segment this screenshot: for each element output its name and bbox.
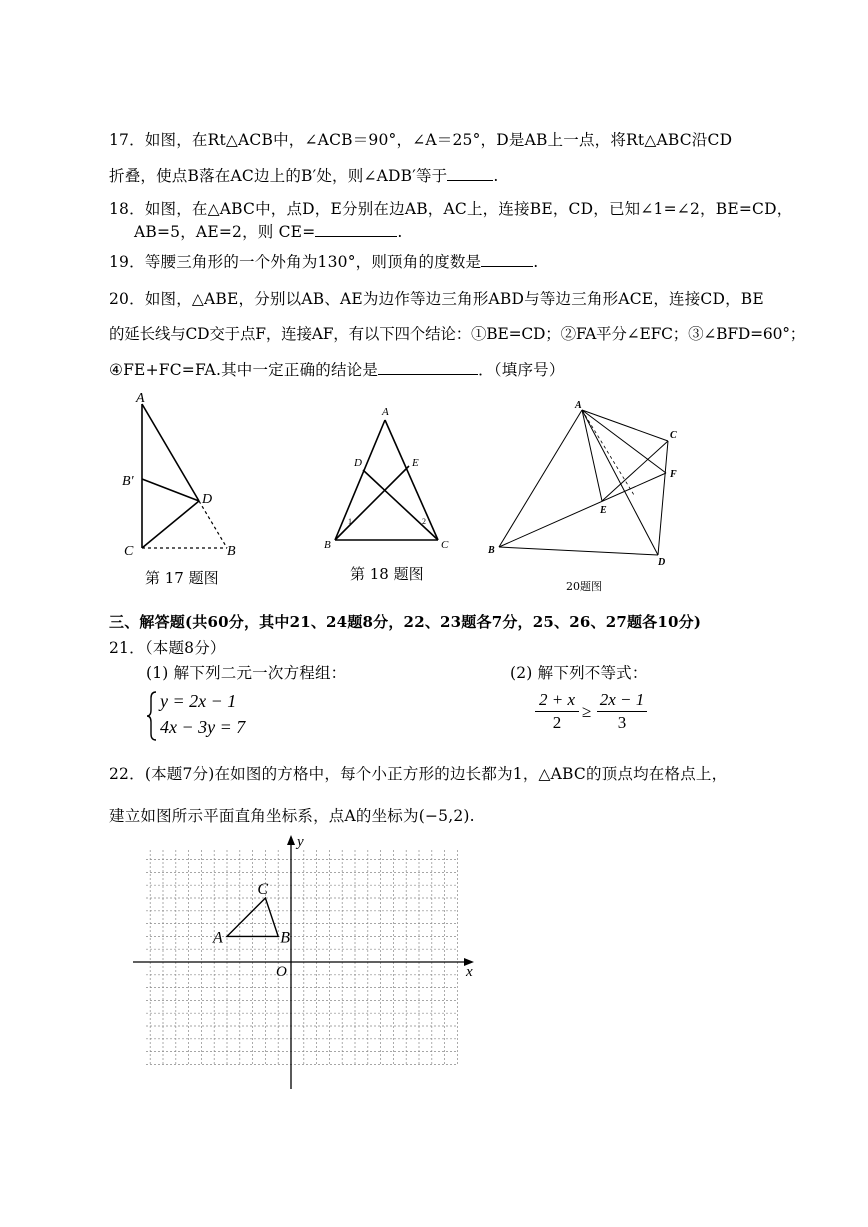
fig18-label-E: E <box>412 457 419 469</box>
fig17-label-C: C <box>124 544 134 559</box>
fig20-AC <box>582 410 668 441</box>
fig17-label-D: D <box>202 492 213 507</box>
fig18-side-AB <box>335 420 385 540</box>
q21-frac-right <box>597 690 647 733</box>
fig17-dashed-DB <box>199 501 227 548</box>
y-axis-arrow-icon <box>287 835 295 845</box>
fig18-label-D: D <box>354 457 362 469</box>
fig20-AE <box>582 410 602 501</box>
fig20-label-F: F <box>670 469 677 480</box>
q21-part1-label: (1) 解下列二元一次方程组： <box>146 664 347 682</box>
q17-line2 <box>109 164 499 186</box>
fig18-side-AC <box>385 420 438 540</box>
q21-inequality <box>535 690 655 742</box>
grid-label-C: C <box>257 881 269 898</box>
q18-line2-end: . <box>397 223 403 241</box>
fig18-label-A: A <box>382 406 389 418</box>
figure-18 <box>318 400 458 560</box>
figure-17 <box>110 390 260 565</box>
fig18-angle-1: 1 <box>348 517 352 526</box>
fig20-AE-dash <box>582 410 634 495</box>
fig17-label-B: B <box>227 544 236 559</box>
q21-ineq-sign: ≥ <box>582 702 592 721</box>
fig20-BD <box>499 547 658 555</box>
fraction-bar <box>535 711 579 712</box>
figure-20 <box>484 395 684 570</box>
q19-answer-blank[interactable] <box>481 252 533 267</box>
q20-line2: 的延长线与CD交于点F，连接AF，有以下四个结论：①BE=CD；②FA平分∠EFC；③∠BFD=60°； <box>109 325 806 343</box>
grid-label-O: O <box>276 964 287 980</box>
fig17-side-AD <box>142 404 199 501</box>
q19-line1-end: . <box>533 253 539 271</box>
grid-lines <box>146 850 457 1064</box>
q20-line1: 20．如图，△ABE，分别以AB、AE为边作等边三角形ABD与等边三角形ACE，连接CD，BE <box>109 290 764 308</box>
q21-frac-left-den: 2 <box>552 713 562 732</box>
section3-heading: 三、解答题(共60分，其中21、24题8分，22、23题各7分，25、26、27题各10分) <box>109 613 702 631</box>
coordinate-grid <box>130 832 480 1094</box>
fig20-CD <box>658 441 668 555</box>
fig18-segment-CD <box>363 470 438 540</box>
fraction-bar <box>597 711 647 712</box>
q21-frac-left <box>535 690 579 733</box>
q21-eq1: y = 2x − 1 <box>160 691 237 711</box>
q18-line2-text: AB=5，AE=2，则 CE= <box>134 223 316 241</box>
q21-frac-right-num: 2x − 1 <box>599 690 645 709</box>
q20-line3-text: ④FE+FC=FA.其中一定正确的结论是 <box>109 361 379 379</box>
fig18-angle-2: 2 <box>422 517 426 526</box>
fig20-label-D: D <box>658 557 666 568</box>
fig17-fold-CD <box>142 501 199 548</box>
fig20-caption: 20题图 <box>566 580 602 593</box>
q19-line1 <box>109 250 538 272</box>
q21-part2-label: (2) 解下列不等式： <box>510 664 648 682</box>
q22-line1: 22．(本题7分)在如图的方格中，每个小正方形的边长都为1，△ABC的顶点均在格点上， <box>109 765 728 783</box>
q18-line2 <box>134 220 403 242</box>
q20-line3 <box>109 358 565 380</box>
grid-label-A: A <box>213 929 223 947</box>
fig17-label-Bprime: B′ <box>122 474 134 489</box>
fig20-BF <box>499 473 666 547</box>
q22-line2: 建立如图所示平面直角坐标系，点A的坐标为(−5,2). <box>109 807 475 825</box>
q17-line1: 17．如图，在Rt△ACB中，∠ACB＝90°，∠A＝25°，D是AB上一点，将Rt△ABC沿CD <box>109 131 733 149</box>
q21-frac-left-num: 2 + x <box>538 690 576 709</box>
left-brace-icon <box>146 690 158 742</box>
q18-line1: 18．如图，在△ABC中，点D，E分别在边AB，AC上，连接BE，CD，已知∠1=∠2，BE=CD， <box>109 200 793 218</box>
fig20-label-E: E <box>600 505 607 516</box>
fig20-AB <box>499 410 582 547</box>
q17-line2-text: 折叠，使点B落在AC边上的B′处，则∠ADB′等于 <box>109 167 448 185</box>
fig17-line-BprimeD <box>142 479 199 501</box>
fig18-label-C: C <box>441 539 449 551</box>
q17-line2-end: . <box>493 167 499 185</box>
grid-label-B: B <box>280 929 290 947</box>
fig18-caption: 第 18 题图 <box>350 565 424 583</box>
q19-line1-text: 19．等腰三角形的一个外角为130°，则顶角的度数是 <box>109 253 482 271</box>
fig20-label-B: B <box>488 545 495 556</box>
q18-answer-blank[interactable] <box>315 222 397 237</box>
fig20-AF <box>582 410 666 473</box>
grid-label-y: y <box>297 834 304 850</box>
fig18-label-B: B <box>324 539 331 551</box>
q21-title: 21．（本题8分） <box>109 639 226 657</box>
q20-line3-end: ．（填序号） <box>478 361 565 379</box>
fig20-label-C: C <box>670 430 677 441</box>
fig17-caption: 第 17 题图 <box>145 569 219 587</box>
q21-equation-system <box>146 690 276 742</box>
q17-answer-blank[interactable] <box>447 166 493 181</box>
fig17-label-A: A <box>136 391 145 406</box>
q20-answer-blank[interactable] <box>378 360 478 375</box>
q21-eq2: 4x − 3y = 7 <box>160 717 246 737</box>
q21-frac-right-den: 3 <box>617 713 627 732</box>
fig20-AD <box>582 410 658 555</box>
grid-label-x: x <box>466 964 473 980</box>
fig20-label-A: A <box>575 400 582 411</box>
